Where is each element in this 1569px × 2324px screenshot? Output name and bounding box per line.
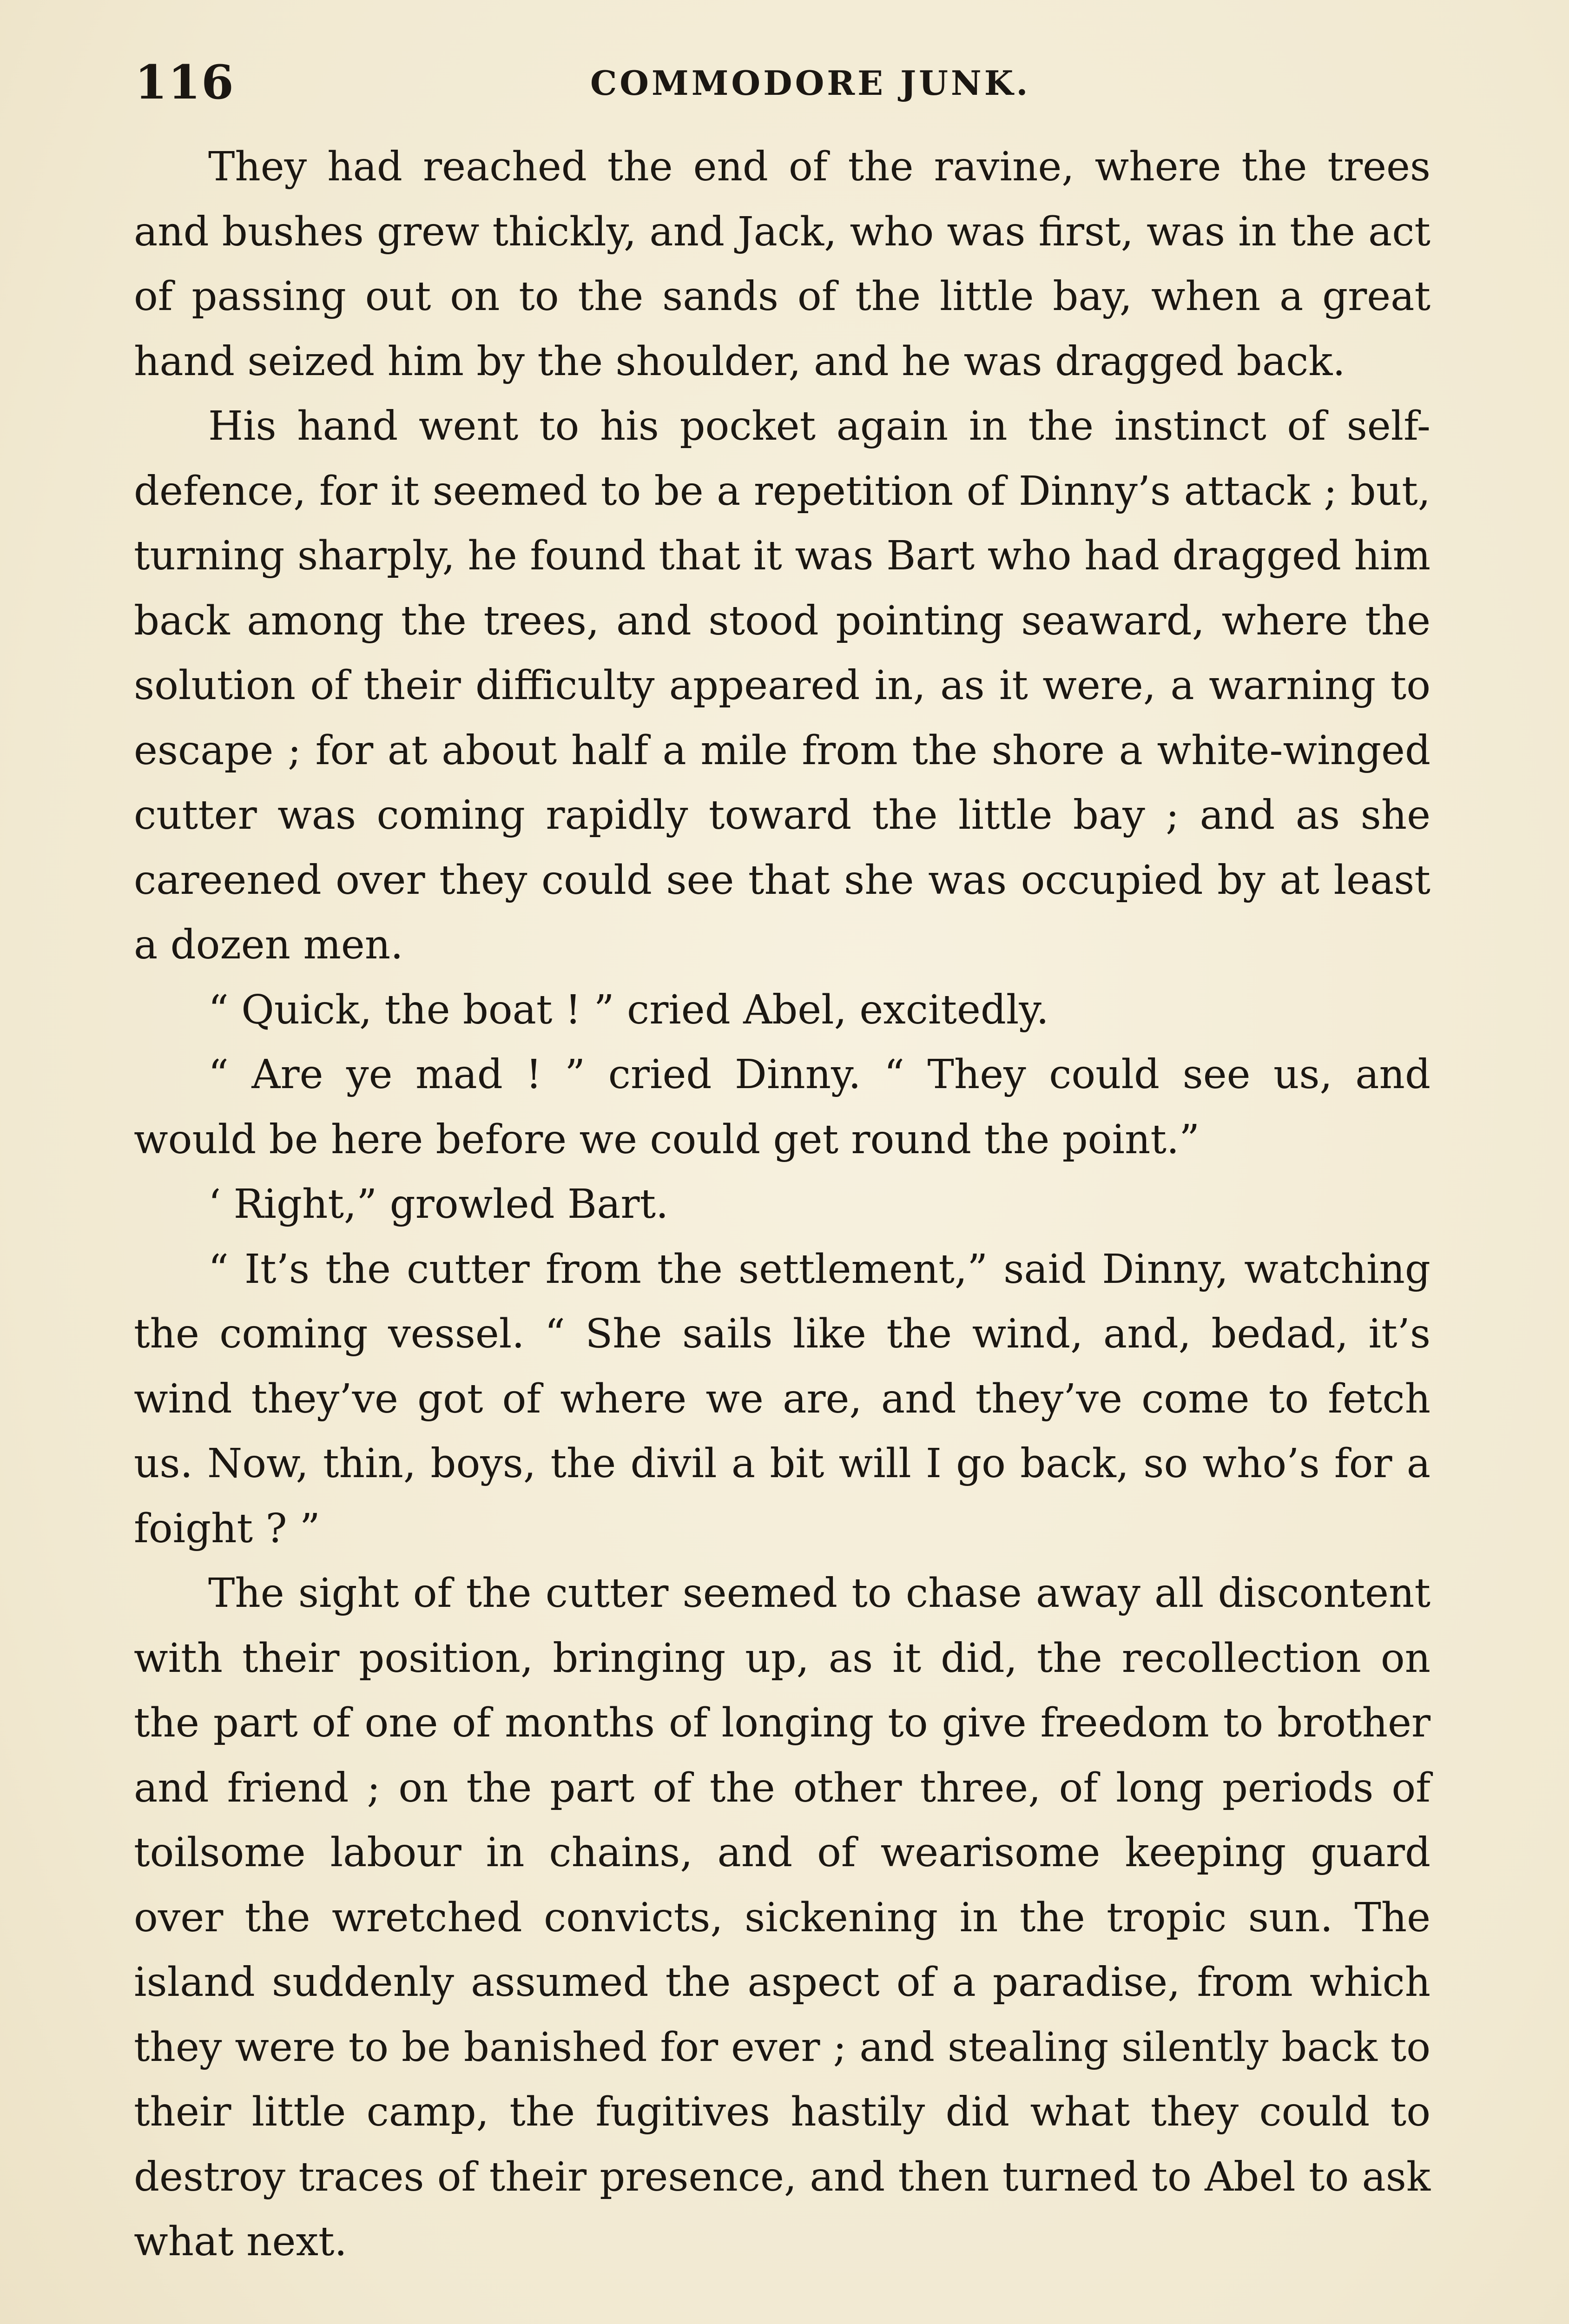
body-text	[134, 135, 1431, 2275]
paragraph: “ It’s the cutter from the settlement,” said Dinny, watching the coming vessel. “ She sails like the wind, and, bedad, it’s wind they’ve got of where we are, and they’ve come to fetch us. Now, thin, boys, the divil a bit will I go back, so who’s for a foight ? ”	[134, 1246, 1431, 1552]
paragraph: His hand went to his pocket again in the instinct of self-defence, for it seemed to be a repetition of Dinny’s attack ; but, turning sharply, he found that it was Bart who had dragged him back among the trees, and stood pointing seaward, where the solution of their difficulty appeared in, as it were, a warning to escape ; for at about half a mile from the shore a white-winged cutter was coming rapidly toward the little bay ; and as she careened over they could see that she was occupied by at least a dozen men.	[134, 403, 1431, 968]
paragraph: “ Quick, the boat ! ” cried Abel, excitedly.	[208, 986, 1049, 1033]
page-header	[135, 55, 1436, 111]
paragraph: They had reached the end of the ravine, where the trees and bushes grew thickly, and Jack, who was first, was in the act of passing out on to the sands of the little bay, when a great hand seized him by the shoulder, and he was dragged back.	[134, 144, 1431, 385]
running-title: COMMODORE JUNK.	[590, 63, 1031, 103]
paragraph: “ Are ye mad ! ” cried Dinny. “ They could see us, and would be here before we could get round the point.”	[134, 1051, 1431, 1163]
paragraph: The sight of the cutter seemed to chase away all discontent with their position, bringing up, as it did, the recollection on the part of one of months of longing to give freedom to brother and friend ; on the part of the other three, of long periods of toilsome labour in chains, and of wearisome keeping guard over the wretched convicts, sickening in the tropic sun. The island suddenly assumed the aspect of a paradise, from which they were to be banished for ever ; and stealing silently back to their little camp, the fugitives hastily did what they could to destroy traces of their presence, and then turned to Abel to ask what next.	[134, 1570, 1431, 2265]
paragraph: ‘ Right,” growled Bart.	[208, 1181, 669, 1228]
page-number: 116	[135, 55, 235, 110]
